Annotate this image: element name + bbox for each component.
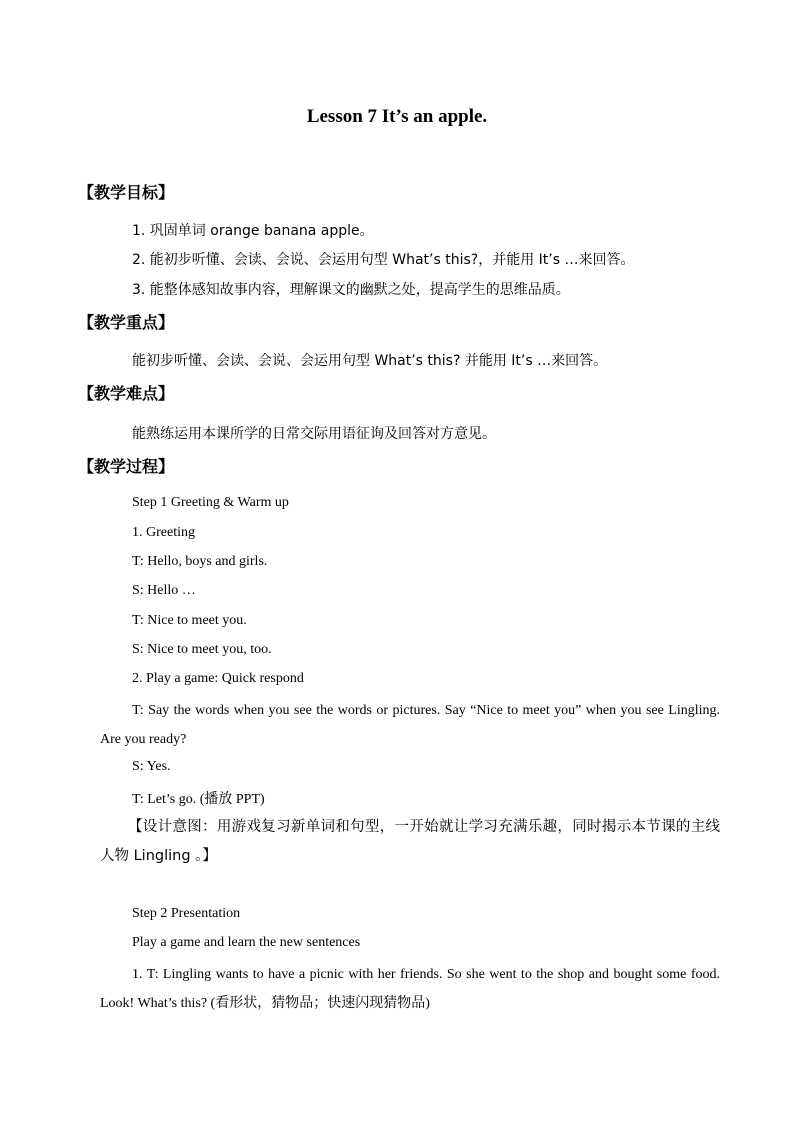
heading-difficulties: 【教学难点】 <box>78 384 175 403</box>
process-line: T: Let’s go. (播放 PPT) <box>132 792 265 807</box>
process-line: 2. Play a game: Quick respond <box>132 671 304 686</box>
process-line: S: Yes. <box>132 759 171 774</box>
heading-objectives: 【教学目标】 <box>78 183 175 202</box>
step1-title: Step 1 Greeting & Warm up <box>132 495 289 510</box>
process-line: 1. Greeting <box>132 525 195 540</box>
objective-item-2: 2. 能初步听懂、会读、会说、会运用句型 What’s this?，并能用 It’s …来回答。 <box>132 252 635 268</box>
game-instructions-paragraph: T: Say the words when you see the words or pictures. Say “Nice to meet you” when you see Lingling. Are you ready? <box>100 703 720 747</box>
step2-title: Step 2 Presentation <box>132 906 241 921</box>
process-line: S: Nice to meet you, too. <box>132 642 272 657</box>
design-intent-paragraph: 【设计意图：用游戏复习新单词和句型，一开始就让学习充满乐趣，同时揭示本节课的主线人物 Lingling 。】 <box>100 819 720 864</box>
heading-key-points: 【教学重点】 <box>78 313 175 332</box>
step2-subtitle: Play a game and learn the new sentences <box>132 935 361 950</box>
heading-process: 【教学过程】 <box>78 457 175 476</box>
process-line: T: Hello, boys and girls. <box>132 554 268 569</box>
document-title: Lesson 7 It’s an apple. <box>306 106 488 127</box>
presentation-paragraph: 1. T: Lingling wants to have a picnic with her friends. So she went to the shop and bought some food. Look! What’s this? (看形状，猜物品；快速闪现猜物品) <box>100 967 720 1011</box>
objective-item-1: 1. 巩固单词 orange banana apple。 <box>132 223 374 239</box>
process-line: T: Nice to meet you. <box>132 613 247 628</box>
key-points-text: 能初步听懂、会读、会说、会运用句型 What’s this? 并能用 It’s …来回答。 <box>132 353 608 369</box>
difficulties-text: 能熟练运用本课所学的日常交际用语征询及回答对方意见。 <box>132 426 496 442</box>
objective-item-3: 3. 能整体感知故事内容，理解课文的幽默之处，提高学生的思维品质。 <box>132 282 570 298</box>
process-line: S: Hello … <box>132 583 196 598</box>
